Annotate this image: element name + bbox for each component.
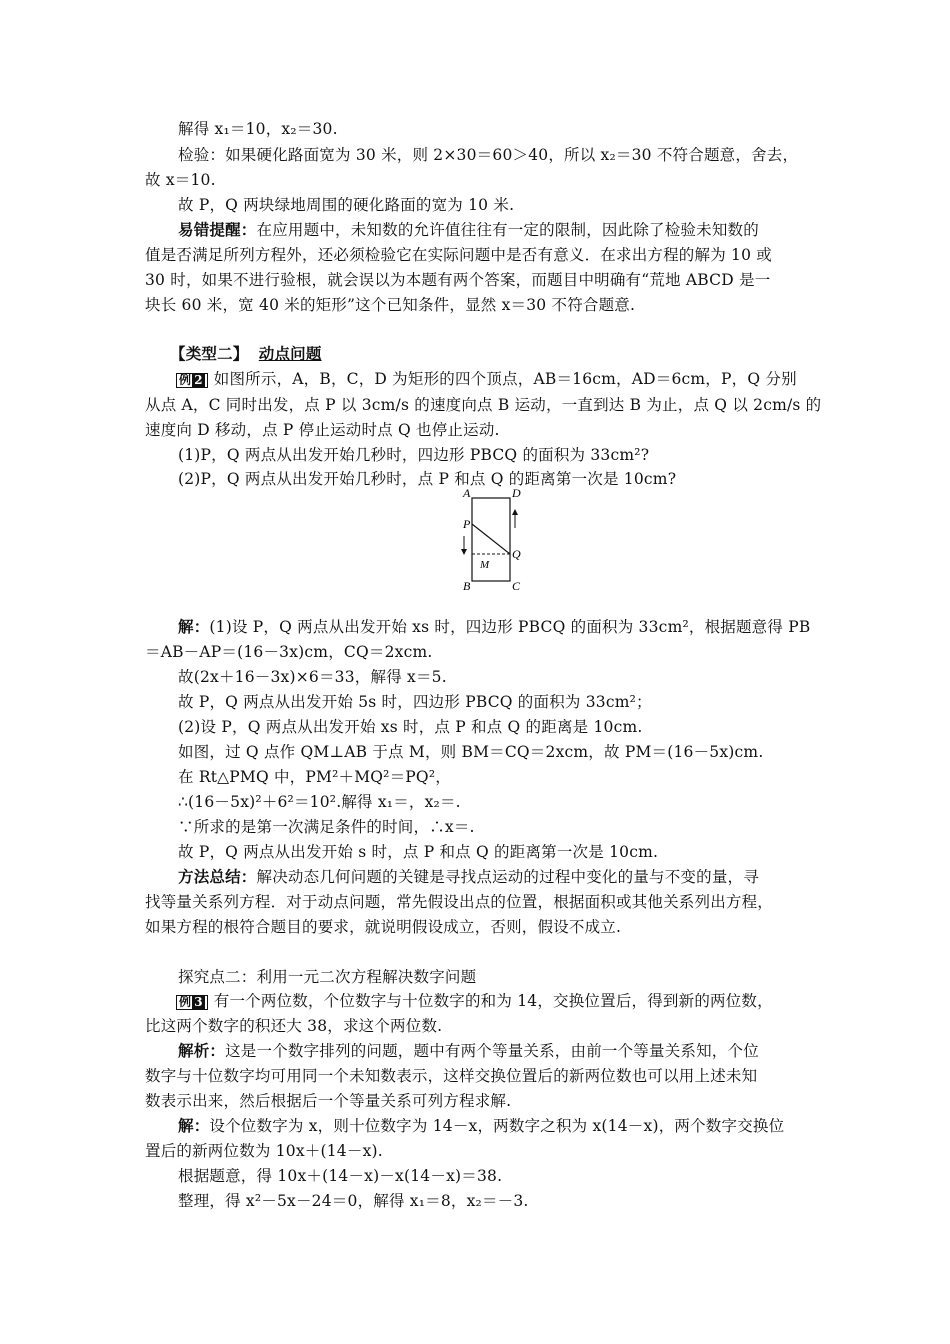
error-reminder xyxy=(178,219,759,241)
solution-text: (1)设 P，Q 两点从出发开始 xs 时，四边形 PBCQ 的面积为 33cm²，根据题意得 PB xyxy=(209,618,811,636)
example-badge-word: 例 xyxy=(179,373,192,387)
solution-label: 解： xyxy=(178,617,210,636)
exploration-heading: 探究点二：利用一元二次方程解决数字问题 xyxy=(178,968,477,986)
rectangle-diagram xyxy=(452,486,534,594)
method-summary-text: 解决动态几何问题的关键是寻找点运动的过程中变化的量与不变的量，寻 xyxy=(256,868,759,886)
analysis xyxy=(178,1040,759,1062)
example-badge xyxy=(176,373,208,388)
label-p: P xyxy=(463,517,471,531)
paragraph-line: ＝AB－AP＝(16－3x)cm，CQ＝2xcm. xyxy=(145,643,433,661)
analysis-label: 解析： xyxy=(178,1041,226,1060)
check-line: 检验：如果硬化路面宽为 30 米，则 2×30＝60＞40，所以 x₂＝30 不符合题意，舍去， xyxy=(178,146,799,164)
solution-3 xyxy=(178,1115,784,1137)
answer-line: 故 P，Q 两块绿地周围的硬化路面的宽为 10 米. xyxy=(178,196,515,214)
example-badge-word: 例 xyxy=(179,995,192,1009)
example-text: 如图所示，A，B，C，D 为矩形的四个顶点，AB＝16cm，AD＝6cm，P，Q 分别 xyxy=(213,370,797,388)
section-tag: 【类型二】 xyxy=(170,344,249,363)
method-summary xyxy=(178,866,759,888)
arrow-up-head xyxy=(512,509,518,515)
paragraph-line: ∴(16－5x)²＋6²＝10².解得 x₁＝，x₂＝. xyxy=(178,793,461,811)
paragraph-line: 根据题意，得 10x＋(14－x)－x(14－x)＝38. xyxy=(178,1167,503,1185)
paragraph-line: (2)设 P，Q 两点从出发开始 xs 时，点 P 和点 Q 的距离是 10cm. xyxy=(178,718,643,736)
error-reminder-text: 在应用题中，未知数的允许值往往有一定的限制，因此除了检验未知数的 xyxy=(256,221,759,239)
section-title: 动点问题 xyxy=(258,344,322,363)
paragraph-line: 故 P，Q 两点从出发开始 5s 时，四边形 PBCQ 的面积为 33cm²； xyxy=(178,693,652,711)
paragraph-line: 整理，得 x²－5x－24＝0，解得 x₁＝8，x₂＝－3. xyxy=(178,1192,529,1210)
label-c: C xyxy=(512,579,521,593)
label-m: M xyxy=(480,559,490,571)
paragraph-line: 如果方程的根符合题目的要求，就说明假设成立，否则，假设不成立. xyxy=(145,918,622,936)
paragraph-line: 数字与十位数字均可用同一个未知数表示，这样交换位置后的新两位数也可以用上述未知 xyxy=(145,1067,758,1085)
paragraph-line: 如图，过 Q 点作 QM⊥AB 于点 M，则 BM＝CQ＝2xcm，故 PM＝(16－5x)cm. xyxy=(178,743,764,761)
example-2-line xyxy=(176,368,797,390)
paragraph-line: 数表示出来，然后根据后一个等量关系可列方程求解. xyxy=(145,1092,512,1110)
arrow-down-head xyxy=(461,549,467,555)
example-text: 有一个两位数，个位数字与十位数字的和为 14，交换位置后，得到新的两位数， xyxy=(213,992,773,1010)
question-1: (1)P，Q 两点从出发开始几秒时，四边形 PBCQ 的面积为 33cm²? xyxy=(178,446,650,464)
paragraph-line: ∵所求的是第一次满足条件的时间，∴x＝. xyxy=(178,818,475,836)
label-a: A xyxy=(463,486,471,500)
method-summary-label: 方法总结： xyxy=(178,867,257,886)
paragraph-line: 在 Rt△PMQ 中，PM²＋MQ²＝PQ²， xyxy=(178,768,451,786)
analysis-text: 这是一个数字排列的问题，题中有两个等量关系，由前一个等量关系知，个位 xyxy=(225,1042,759,1060)
label-b: B xyxy=(463,579,471,593)
paragraph-line: 速度向 D 移动，点 P 停止运动时点 Q 也停止运动. xyxy=(145,421,500,439)
example-badge-number: 2 xyxy=(194,373,203,387)
paragraph-line: 从点 A，C 同时出发，点 P 以 3cm/s 的速度向点 B 运动，一直到达 B 为止，点 Q 以 2cm/s 的 xyxy=(145,396,822,414)
label-d: D xyxy=(512,486,521,500)
paragraph-line: 故(2x＋16－3x)×6＝33，解得 x＝5. xyxy=(178,668,447,686)
paragraph-line: 块长 60 米，宽 40 米的矩形”这个已知条件，显然 x＝30 不符合题意. xyxy=(145,296,636,314)
example-3-line xyxy=(176,990,773,1012)
solution-3-label: 解： xyxy=(178,1116,210,1135)
segment-pq xyxy=(472,524,510,554)
solution-3-text: 设个位数字为 x，则十位数字为 14－x，两数字之积为 x(14－x)，两个数字交换位 xyxy=(209,1117,785,1135)
label-q: Q xyxy=(512,547,521,561)
paragraph-line: 比这两个数字的积还大 38，求这个两位数. xyxy=(145,1017,443,1035)
paragraph-line: 置后的新两位数为 10x＋(14－x). xyxy=(145,1142,383,1160)
error-reminder-label: 易错提醒： xyxy=(178,220,257,239)
solution-intro xyxy=(178,616,810,638)
example-badge-number: 3 xyxy=(194,995,203,1009)
paragraph-line: 值是否满足所列方程外，还必须检验它在实际问题中是否有意义．在求出方程的解为 10 或 xyxy=(145,246,772,264)
example-badge xyxy=(176,995,208,1010)
paragraph-line: 故 P，Q 两点从出发开始 s 时，点 P 和点 Q 的距离第一次是 10cm. xyxy=(178,843,659,861)
question-2: (2)P，Q 两点从出发开始几秒时，点 P 和点 Q 的距离第一次是 10cm? xyxy=(178,470,677,488)
solution-line: 解得 x₁＝10，x₂＝30. xyxy=(178,120,338,138)
conclusion-line: 故 x＝10. xyxy=(145,171,216,189)
section-heading xyxy=(170,343,322,365)
paragraph-line: 找等量关系列方程．对于动点问题，常先假设出点的位置，根据面积或其他关系列出方程， xyxy=(145,893,774,911)
paragraph-line: 30 时，如果不进行验根，就会误以为本题有两个答案，而题目中明确有“荒地 ABCD 是一 xyxy=(145,271,771,289)
